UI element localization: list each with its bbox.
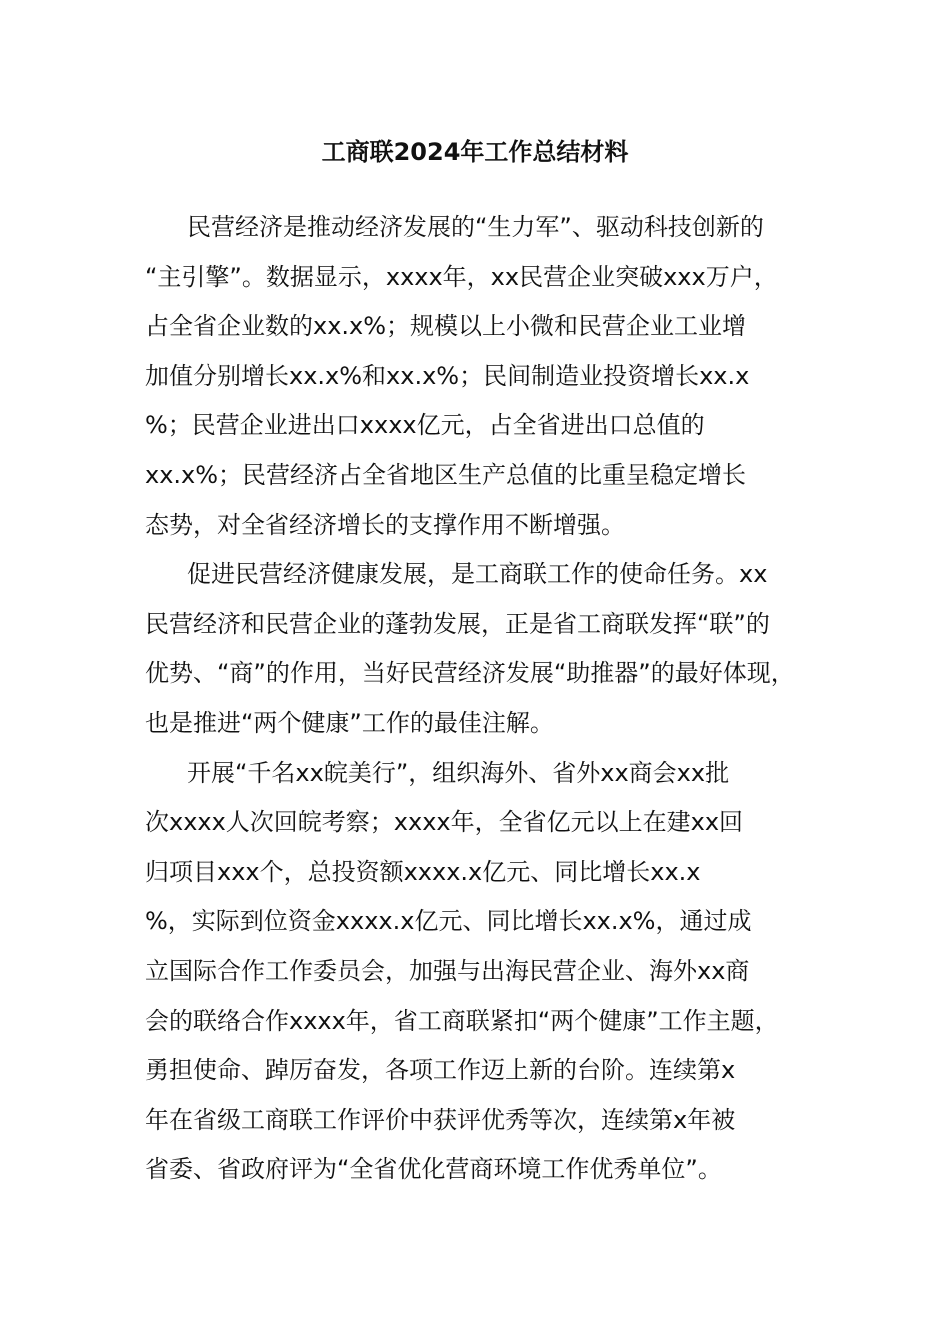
paragraph-3-line-3: 归项目xxx个，总投资额xxxx.x亿元、同比增长xx.x — [145, 857, 701, 886]
paragraph-3-line-1: 开展“千名xx皖美行”，组织海外、省外xx商会xx批 — [187, 758, 730, 787]
paragraph-3-line-6: 会的联络合作xxxx年，省工商联紧扣“两个健康”工作主题， — [145, 1006, 779, 1035]
document-title: 工商联2024年工作总结材料 — [321, 138, 629, 166]
paragraph-2-line-4: 也是推进“两个健康”工作的最佳注解。 — [145, 708, 554, 737]
paragraph-3-line-9: 省委、省政府评为“全省优化营商环境工作优秀单位”。 — [145, 1155, 722, 1184]
paragraph-2-line-3: 优势、“商”的作用，当好民营经济发展“助推器”的最好体现， — [145, 659, 795, 688]
paragraph-3-line-8: 年在省级工商联工作评价中获评优秀等次，连续第x年被 — [145, 1105, 736, 1134]
paragraph-1-line-4: 加值分别增长xx.x%和xx.x%；民间制造业投资增长xx.x — [145, 361, 750, 390]
paragraph-3-line-4: %，实际到位资金xxxx.x亿元、同比增长xx.x%，通过成 — [145, 907, 752, 936]
paragraph-1-line-1: 民营经济是推动经济发展的“生力军”、驱动科技创新的 — [187, 213, 764, 241]
paragraph-2-line-1: 促进民营经济健康发展，是工商联工作的使命任务。xx — [187, 560, 768, 589]
paragraph-1-line-7: 态势，对全省经济增长的支撑作用不断增强。 — [145, 510, 625, 539]
paragraph-1-line-6: xx.x%；民营经济占全省地区生产总值的比重呈稳定增长 — [145, 460, 747, 489]
paragraph-3-line-5: 立国际合作工作委员会，加强与出海民营企业、海外xx商 — [145, 956, 750, 985]
paragraph-2-line-2: 民营经济和民营企业的蓬勃发展，正是省工商联发挥“联”的 — [145, 609, 770, 638]
paragraph-3-line-2: 次xxxx人次回皖考察；xxxx年，全省亿元以上在建xx回 — [145, 808, 744, 837]
document-body — [145, 203, 810, 1195]
paragraph-1-line-2: “主引擎”。数据显示，xxxx年，xx民营企业突破xxx万户， — [145, 262, 778, 291]
paragraph-3-line-7: 勇担使命、踔厉奋发，各项工作迈上新的台阶。连续第x — [145, 1056, 736, 1085]
paragraph-1-line-5: %；民营企业进出口xxxx亿元，占全省进出口总值的 — [145, 411, 705, 440]
paragraph-1-line-3: 占全省企业数的xx.x%；规模以上小微和民营企业工业增 — [145, 312, 747, 341]
